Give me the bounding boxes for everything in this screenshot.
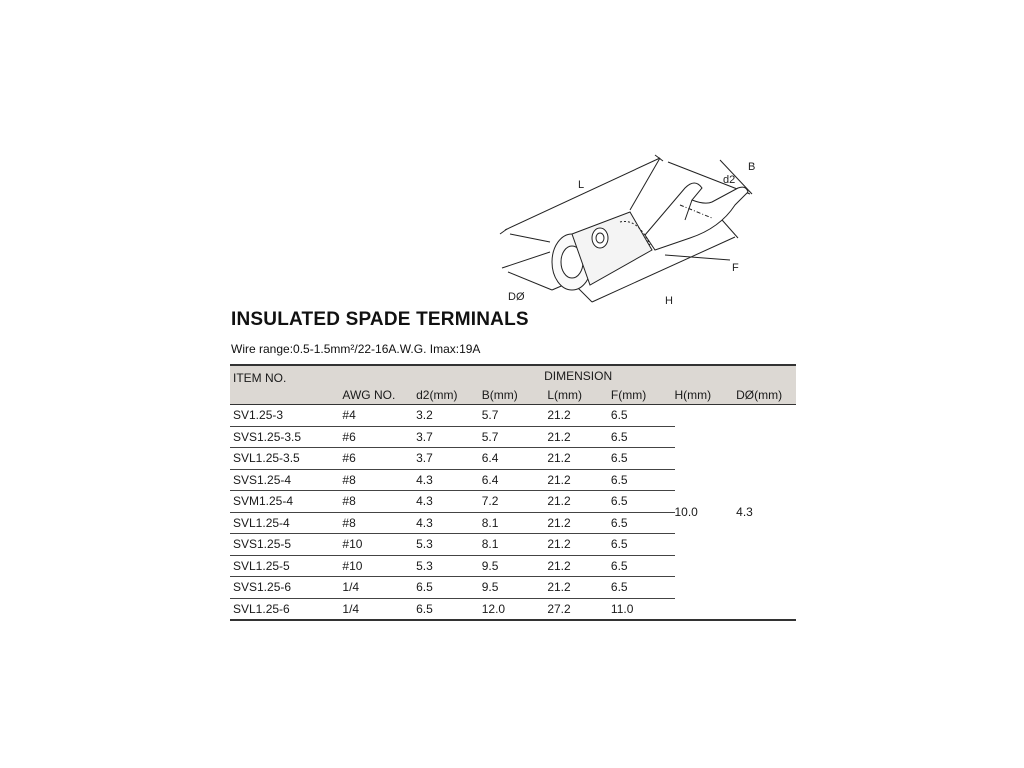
cell-awg: #4 — [342, 405, 416, 427]
cell-awg: 1/4 — [342, 598, 416, 620]
cell-d2: 5.3 — [416, 534, 482, 556]
cell-f: 6.5 — [611, 469, 675, 491]
header-awg: AWG NO. — [342, 385, 416, 405]
cell-l: 21.2 — [547, 448, 611, 470]
cell-f: 6.5 — [611, 512, 675, 534]
cell-d2: 5.3 — [416, 555, 482, 577]
cell-l: 21.2 — [547, 426, 611, 448]
cell-b: 9.5 — [482, 555, 548, 577]
cell-d2: 3.2 — [416, 405, 482, 427]
header-d2: d2(mm) — [416, 385, 482, 405]
cell-b: 8.1 — [482, 534, 548, 556]
dim-line-f — [665, 255, 730, 260]
cell-d2: 3.7 — [416, 426, 482, 448]
header-item-no: ITEM NO. — [230, 365, 342, 385]
cell-awg: #10 — [342, 555, 416, 577]
cell-b: 12.0 — [482, 598, 548, 620]
dim-label-d: DØ — [508, 291, 525, 303]
wire-range-spec: Wire range:0.5-1.5mm²/22-16A.W.G. Imax:19A — [231, 342, 481, 356]
cell-item: SVS1.25-6 — [230, 577, 342, 599]
cell-d2: 4.3 — [416, 491, 482, 513]
cell-b: 5.7 — [482, 426, 548, 448]
cell-awg: #6 — [342, 426, 416, 448]
cell-f: 6.5 — [611, 555, 675, 577]
cell-item: SVS1.25-5 — [230, 534, 342, 556]
cell-item: SV1.25-3 — [230, 405, 342, 427]
dim-label-f: F — [732, 262, 739, 274]
header-h: H(mm) — [675, 385, 737, 405]
dim-label-d2: d2 — [723, 174, 736, 186]
cell-item: SVS1.25-3.5 — [230, 426, 342, 448]
cell-h-shared: 10.0 — [675, 405, 737, 621]
dim-label-b: B — [748, 161, 756, 173]
cell-awg: #10 — [342, 534, 416, 556]
dim-line-l — [505, 158, 660, 230]
cell-b: 6.4 — [482, 469, 548, 491]
cell-d2: 4.3 — [416, 469, 482, 491]
cell-item: SVM1.25-4 — [230, 491, 342, 513]
header-d: DØ(mm) — [736, 385, 796, 405]
cell-d-shared: 4.3 — [736, 405, 796, 621]
dim-line-d — [508, 272, 552, 290]
cell-d2: 4.3 — [416, 512, 482, 534]
page-title: INSULATED SPADE TERMINALS — [231, 309, 529, 330]
cell-d2: 3.7 — [416, 448, 482, 470]
cell-awg: #6 — [342, 448, 416, 470]
header-f: F(mm) — [611, 385, 675, 405]
cell-f: 6.5 — [611, 577, 675, 599]
cell-b: 5.7 — [482, 405, 548, 427]
cell-l: 21.2 — [547, 512, 611, 534]
cell-l: 27.2 — [547, 598, 611, 620]
table-header-row — [230, 365, 796, 385]
cell-awg: #8 — [342, 491, 416, 513]
cell-d2: 6.5 — [416, 577, 482, 599]
spade-terminal-diagram — [480, 150, 780, 325]
cell-item: SVL1.25-6 — [230, 598, 342, 620]
cell-b: 6.4 — [482, 448, 548, 470]
cell-awg: #8 — [342, 469, 416, 491]
cell-item: SVS1.25-4 — [230, 469, 342, 491]
cell-d2: 6.5 — [416, 598, 482, 620]
cell-f: 6.5 — [611, 405, 675, 427]
cell-f: 6.5 — [611, 426, 675, 448]
cell-item: SVL1.25-4 — [230, 512, 342, 534]
cell-f: 6.5 — [611, 448, 675, 470]
terminal-spec-table — [230, 364, 796, 621]
table-subheader-row — [230, 385, 796, 405]
cell-item: SVL1.25-3.5 — [230, 448, 342, 470]
cell-l: 21.2 — [547, 405, 611, 427]
dim-label-h: H — [665, 295, 673, 307]
cell-awg: #8 — [342, 512, 416, 534]
dim-label-l: L — [578, 179, 585, 191]
cell-item: SVL1.25-5 — [230, 555, 342, 577]
cell-b: 8.1 — [482, 512, 548, 534]
cell-b: 7.2 — [482, 491, 548, 513]
cell-b: 9.5 — [482, 577, 548, 599]
table-row — [230, 405, 796, 427]
cell-awg: 1/4 — [342, 577, 416, 599]
cell-l: 21.2 — [547, 534, 611, 556]
cell-f: 6.5 — [611, 491, 675, 513]
header-b: B(mm) — [482, 385, 548, 405]
cell-l: 21.2 — [547, 491, 611, 513]
cell-f: 6.5 — [611, 534, 675, 556]
header-dimension: DIMENSION — [482, 365, 675, 385]
cell-l: 21.2 — [547, 469, 611, 491]
cell-l: 21.2 — [547, 555, 611, 577]
cell-f: 11.0 — [611, 598, 675, 620]
cell-l: 21.2 — [547, 577, 611, 599]
header-l: L(mm) — [547, 385, 611, 405]
